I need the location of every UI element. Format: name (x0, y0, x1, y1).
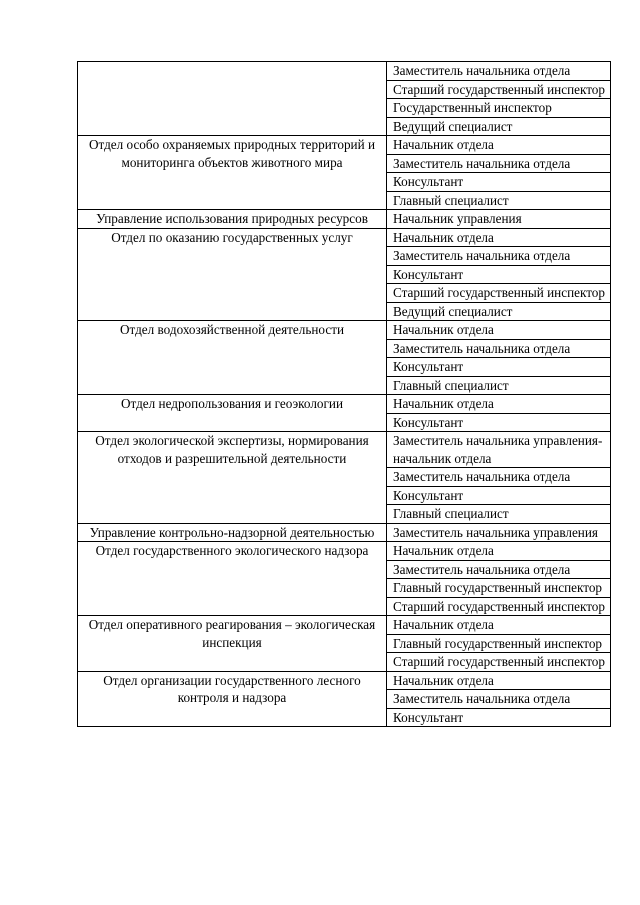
position-title: Начальник отдела (387, 228, 611, 247)
position-title: Ведущий специалист (387, 302, 611, 321)
position-title: Начальник управления (387, 210, 611, 229)
position-title: Заместитель начальника отдела (387, 339, 611, 358)
department-name (78, 62, 387, 136)
department-name: Отдел особо охраняемых природных территорий и мониторинга объектов животного мира (78, 136, 387, 210)
position-title: Начальник отдела (387, 616, 611, 635)
position-title: Заместитель начальника управления (387, 523, 611, 542)
position-title: Консультант (387, 486, 611, 505)
table-row (78, 210, 611, 229)
position-title: Начальник отдела (387, 395, 611, 414)
position-title: Старший государственный инспектор (387, 284, 611, 303)
position-title: Консультант (387, 413, 611, 432)
position-title: Заместитель начальника отдела (387, 690, 611, 709)
position-title: Заместитель начальника отдела (387, 468, 611, 487)
department-name: Отдел по оказанию государственных услуг (78, 228, 387, 321)
table-body (78, 62, 611, 727)
department-name: Отдел водохозяйственной деятельности (78, 321, 387, 395)
position-title: Ведущий специалист (387, 117, 611, 136)
table-row (78, 542, 611, 561)
table-row (78, 395, 611, 414)
position-title: Заместитель начальника отдела (387, 560, 611, 579)
department-name: Отдел организации государственного лесного контроля и надзора (78, 671, 387, 727)
position-title: Главный государственный инспектор (387, 634, 611, 653)
position-title: Главный специалист (387, 376, 611, 395)
position-title: Консультант (387, 173, 611, 192)
department-name: Управление использования природных ресурсов (78, 210, 387, 229)
position-title: Заместитель начальника отдела (387, 154, 611, 173)
position-title: Главный специалист (387, 191, 611, 210)
position-title: Старший государственный инспектор (387, 653, 611, 672)
position-title: Заместитель начальника отдела (387, 62, 611, 81)
position-title: Государственный инспектор (387, 99, 611, 118)
position-title: Начальник отдела (387, 321, 611, 340)
staff-positions-table (77, 61, 611, 727)
position-title: Начальник отдела (387, 542, 611, 561)
position-title: Заместитель начальника отдела (387, 247, 611, 266)
position-title: Начальник отдела (387, 136, 611, 155)
position-title: Старший государственный инспектор (387, 80, 611, 99)
table-row (78, 432, 611, 468)
position-title: Главный специалист (387, 505, 611, 524)
position-title: Заместитель начальника управления-начальник отдела (387, 432, 611, 468)
department-name: Отдел оперативного реагирования – экологическая инспекция (78, 616, 387, 672)
table-row (78, 62, 611, 81)
table-row (78, 321, 611, 340)
position-title: Главный государственный инспектор (387, 579, 611, 598)
department-name: Отдел экологической экспертизы, нормирования отходов и разрешительной деятельности (78, 432, 387, 524)
table-row (78, 523, 611, 542)
table-row (78, 616, 611, 635)
department-name: Отдел недропользования и геоэкологии (78, 395, 387, 432)
position-title: Консультант (387, 265, 611, 284)
position-title: Начальник отдела (387, 671, 611, 690)
position-title: Консультант (387, 358, 611, 377)
position-title: Консультант (387, 708, 611, 727)
table-row (78, 136, 611, 155)
department-name: Отдел государственного экологического надзора (78, 542, 387, 616)
table-row (78, 671, 611, 690)
position-title: Старший государственный инспектор (387, 597, 611, 616)
table-row (78, 228, 611, 247)
department-name: Управление контрольно-надзорной деятельностью (78, 523, 387, 542)
